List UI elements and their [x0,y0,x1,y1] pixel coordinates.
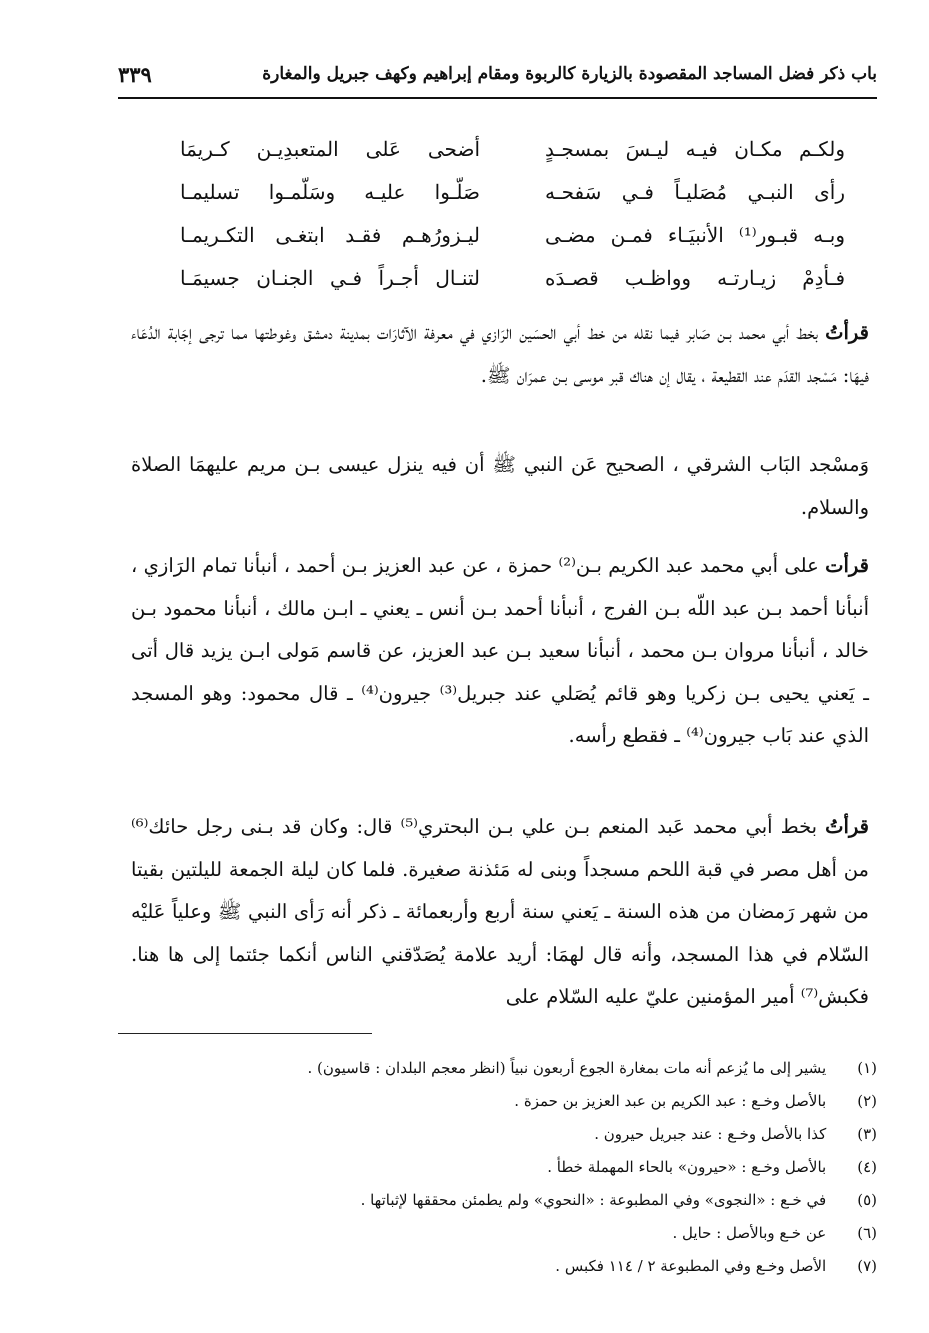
header-rule [118,97,877,99]
footnote-text: يشير إلى ما يُزعم أنه مات بمغارة الجوع أربعون نبياً (انظر معجم البلدان : قاسيون) . [307,1059,827,1077]
verse-second-hemistich: صَلّـوا عليـه وسَلّمـوا تسليمـا [180,180,480,204]
footnote-text: بالأصل وخـع : «حيرون» بالحاء المهملة خطأ . [547,1158,827,1176]
footnote-text: كذا بالأصل وخـع : عند جبريل حيرون . [594,1125,827,1143]
footnote-number: (٦) [857,1224,877,1242]
footnote-number: (١) [857,1059,877,1077]
poem [180,128,845,300]
footnote-number: (٥) [857,1191,877,1209]
verse-second-hemistich: لتنـال أجـراً فـي الجنـان جسيمَـا [180,266,480,290]
footnote [131,1085,877,1118]
paragraph-text: وَمسْجد البَاب الشرقي ، الصحيح عَن النبي ﷺ أن فيه ينزل عيسى بـن مريم عليهمَا الصلاة والسلام. [131,453,869,519]
footnote-text: الأصل وخـع وفي المطبوعة ٢ / ١١٤ فكبس . [555,1257,827,1275]
footnote [131,1151,877,1184]
verse-first-hemistich: فـأدِمْ زيـارتـه وواظـب قصـدَه [545,266,845,290]
page-number: ٣٣٩ [118,62,152,87]
paragraph-lead-word: قرأت [825,554,869,577]
poem-verse [180,257,845,300]
paragraph-lead-word: قرأتُ [825,321,869,344]
verse-first-hemistich: ولكـم مكـان فيـه ليـسَ بمسجـدٍ [545,137,845,161]
verse-first-hemistich: وبـه قبـور⁽¹⁾ الأنبيَـاء فمـن مضـى [545,223,845,247]
paragraph-1 [131,312,869,397]
footnote-text: بالأصل وخـع : عبد الكريم بن عبد العزيز بن حمزة . [514,1092,827,1110]
footnote-number: (٧) [857,1257,877,1275]
footnote [131,1118,877,1151]
footnote-separator [118,1033,372,1034]
paragraph-4 [131,806,869,1019]
verse-second-hemistich: أضحى عَلى المتعبدِيـن كـريمَا [180,137,480,161]
paragraph-text: بخط أبي محمد عَبد المنعم بـن علي بـن البحتري⁽⁵⁾ قال: وكان قد بـنى رجل حائك⁽⁶⁾ من أهل مصر في قبة اللحم مسجداً وبنى له مَئذنة صغيرة. فلما كان ليلة الجمعة لليلتين بقيتا من شهر رَمضان من هذه السنة ـ يَعني سنة أربع وأربعمائة ـ ذكر أنه رَأى النبي ﷺ وعلياً عَليْه السّلام في هذا المسجد، وأنه قال لهمَا: أريد علامة يُصَدّقني الناس أنكما جئتما إلى ها هنا. فكبش⁽⁷⁾ أمير المؤمنين عليّ عليه السّلام على [131,815,869,1008]
footnote-text: عن خـع وبالأصل : حايل . [672,1224,827,1242]
footnotes [131,1052,877,1283]
paragraph-text: بخط أبي محمد بـن صَابر فيما نقله من خط أبي الحسَين الرَازي في معرفة الآثارَات بمدينة دمشق وغوطتها مما ترجى إجَابة الدُعَاء فيهَا: مَسْجد القدَم عند القطيعة ، يقال إن هناك قبر موسى بـن عمرَان ﷺ. [131,321,869,387]
verse-first-hemistich: رأى النبـي مُصَليـاً فـي سَفحـه [545,180,845,204]
poem-verse [180,128,845,171]
footnote [131,1250,877,1283]
paragraph-2 [131,444,869,529]
verse-second-hemistich: ليـزورُهـم فقـد ابتغـى التكـريمـا [180,223,480,247]
footnote-number: (٣) [857,1125,877,1143]
poem-verse [180,214,845,257]
footnote [131,1184,877,1217]
paragraph-lead-word: قرأتُ [825,815,869,838]
paragraph-3 [131,545,869,758]
footnote-number: (٢) [857,1092,877,1110]
footnote [131,1217,877,1250]
footnote-text: في خـع : «النجوى» وفي المطبوعة : «النحوي» ولم يطمئن محققها لإثباتها . [360,1191,827,1209]
footnote [131,1052,877,1085]
footnote-number: (٤) [857,1158,877,1176]
running-header-title: باب ذكر فضل المساجد المقصودة بالزيارة كالربوة ومقام إبراهيم وكهف جبريل والمغارة [262,64,877,84]
paragraph-text: على أبي محمد عبد الكريم بـن⁽²⁾ حمزة ، عن عبد العزيز بـن أحمد ، أنبأنا تمام الرَازي ، أنبأنا أحمد بـن عبد اللّه بـن الفرج ، أنبأنا أحمد بـن أنس ـ يعني ـ ابـن مالك ، أنبأنا محمود بـن خالد ، أنبأنا مروان بـن محمد ، أنبأنا سعيد بـن عبد العزيز، عن قاسم مَولى ابـن يزيد قال أتى ـ يَعني يحيى بـن زكريا وهو قائم يُصَلي عند جبريل⁽³⁾ جيرون⁽⁴⁾ ـ قال محمود: وهو المسجد الذي عند بَاب جيرون⁽⁴⁾ ـ فقطع رأسه. [131,554,869,747]
poem-verse [180,171,845,214]
